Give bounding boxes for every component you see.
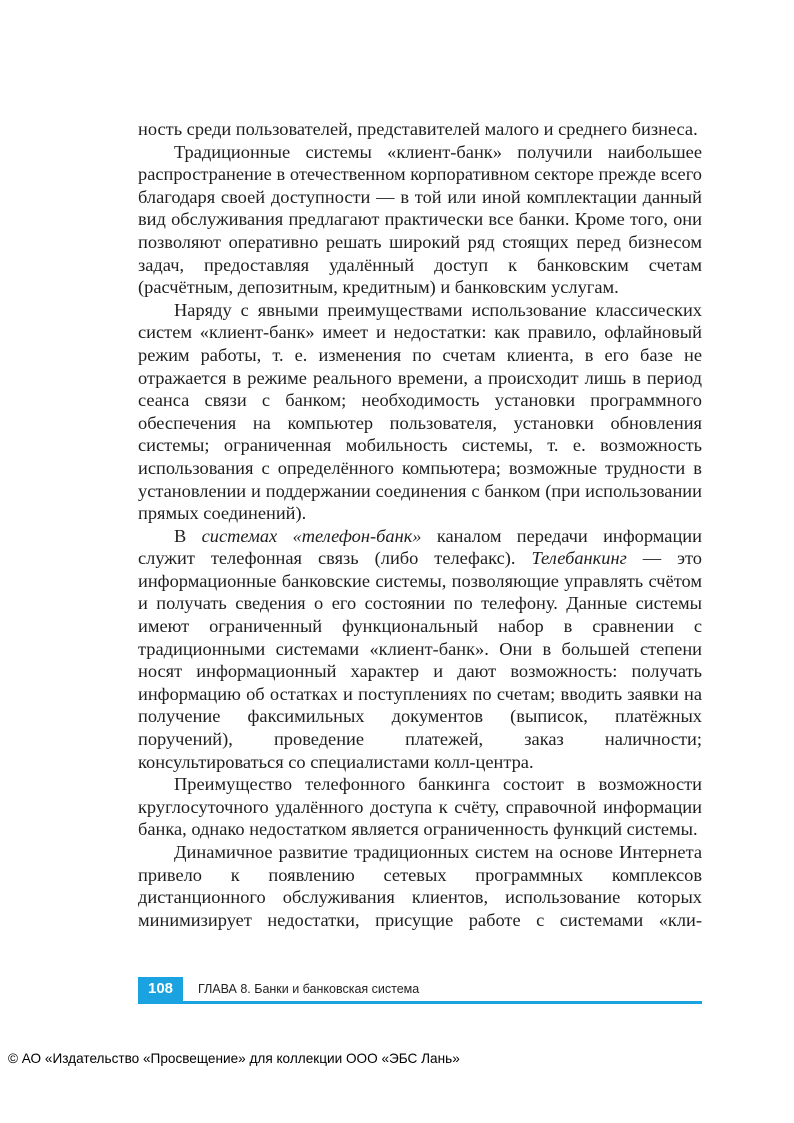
chapter-title: ГЛАВА 8. Банки и банковская система [198, 982, 420, 996]
paragraph-text: — это информационные банковские системы, позволяющие управлять счётом и получать сведения о его состоянии по телефону. Данные системы имеют ограниченный функциональный набор в сравнении с традиционными системами «клиент-банк». Они в большей степени носят информационный характер и дают возможность: получать информацию об остатках и поступлениях по счетам; вводить заявки на получение факсимильных документов (выписок, платёжных поручений), проведение платежей, заказ наличности; консультироваться со специалистами колл-центра. [138, 548, 702, 772]
paragraph-internet-development: Динамичное развитие традиционных систем на основе Интернета привело к появлению сетевых программных комплексов дистанционного обслуживания клиентов, использование которых минимизирует недостатки, присущие работе с системами «кли- [138, 842, 702, 930]
paragraph-advantages: Преимущество телефонного банкинга состоит в возможности круглосуточного удалённого доступа к счёту, справочной информации банка, однако недостатком является ограниченность функций системы. [138, 774, 702, 840]
paragraph-text: В [174, 525, 202, 546]
paragraph-disadvantages: Наряду с явными преимуществами использование классических систем «клиент-банк» имеет и недостатки: как правило, офлайновый режим работы, т. е. изменения по счетам клиента, в его базе не отражается в режиме реального времени, а происходит лишь в период сеанса связи с банком; необходимость установки программного обеспечения на компьютер пользователя, установки обновления системы; ограниченная мобильность системы, т. е. возможность использования с определённого компьютера; возможные трудности в установлении и поддержании соединения с банком (при использовании прямых соединений). [138, 299, 702, 524]
page-footer [138, 977, 702, 1003]
term-telephone-bank: системах «телефон-банк» [201, 525, 422, 546]
paragraph-continuation: ность среди пользователей, представителей малого и среднего бизнеса. [138, 119, 698, 139]
page-body [138, 118, 702, 931]
page-number: 108 [138, 977, 183, 1001]
footer-rule [138, 1001, 702, 1004]
term-telebanking: Телебанкинг [531, 548, 627, 569]
paragraph-text: каналом передачи информации служит телефонная связь (либо телефакс). [138, 525, 702, 569]
paragraph-telephone-bank [138, 525, 702, 774]
copyright-notice: © АО «Издательство «Просвещение» для коллекции ООО «ЭБС Лань» [8, 1051, 460, 1066]
paragraph-traditional-systems: Традиционные системы «клиент-банк» получили наибольшее распространение в отечественном корпоративном секторе прежде всего благодаря своей доступности — в той или иной комплектации данный вид обслуживания предлагают практически все банки. Кроме того, они позволяют оперативно решать широкий ряд стоящих перед бизнесом задач, предоставляя удалённый доступ к банковским счетам (расчётным, депозитным, кредитным) и банковским услугам. [138, 141, 702, 298]
